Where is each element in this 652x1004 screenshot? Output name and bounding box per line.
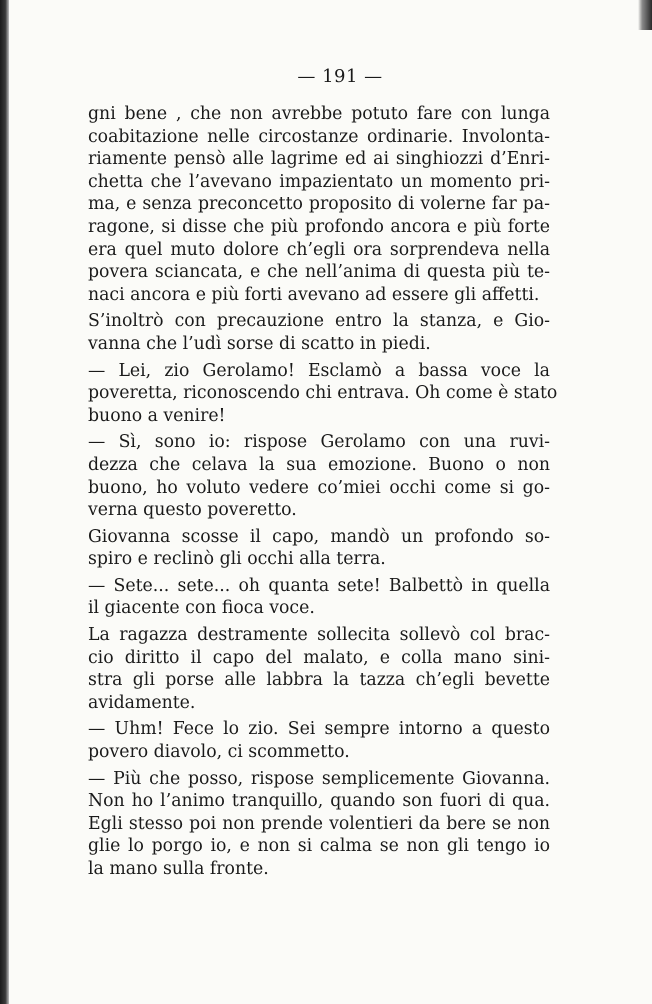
text-line: glie lo porgo io, e non si calma se non gli tengo io (88, 836, 550, 857)
page-number: — 191 — (297, 66, 383, 87)
text-line: naci ancora e più forti avevano ad essere gli affetti. (88, 284, 540, 305)
body-text (88, 103, 558, 881)
text-line: buono, ho voluto vedere co’miei occhi come si go- (88, 477, 550, 498)
text-line: — Più che posso, rispose semplicemente Giovanna. (88, 768, 550, 789)
paragraph (88, 575, 550, 620)
text-line: — Lei, zio Gerolamo! Esclamò a bassa voce la (88, 360, 550, 381)
text-line: chetta che l’avevano impazientato un momento pri- (88, 171, 550, 192)
text-line: La ragazza destramente sollecita sollevò col brac- (88, 625, 550, 646)
page-corner-shadow (638, 0, 652, 30)
text-line: povero diavolo, ci scommetto. (88, 742, 350, 763)
text-line: S’inoltrò con precauzione entro la stanza, e Gio- (88, 311, 550, 332)
text-line: povera sciancata, e che nell’anima di questa più te- (88, 262, 550, 283)
text-line: gni bene , che non avrebbe potuto fare con lunga (88, 104, 550, 124)
text-line: Non ho l’animo tranquillo, quando son fuori di qua. (88, 791, 550, 812)
text-line: ma, e senza preconcetto proposito di volerne far pa- (88, 194, 550, 215)
text-line: Egli stesso poi non prende volentieri da bere se non (88, 813, 550, 834)
text-line: poveretta, riconoscendo chi entrava. Oh come è stato (88, 383, 558, 404)
text-line: il giacente con fioca voce. (88, 598, 315, 619)
text-line: dezza che celava la sua emozione. Buono o non (88, 454, 550, 475)
text-line: cio diritto il capo del malato, e colla mano sini- (88, 647, 550, 668)
text-line: — Sete... sete... oh quanta sete! Balbettò in quella (88, 575, 550, 596)
text-line: — Uhm! Fece lo zio. Sei sempre intorno a questo (88, 719, 550, 740)
text-line: — Sì, sono io: rispose Gerolamo con una ruvi- (88, 432, 550, 453)
text-line: buono a venire! (88, 405, 226, 426)
text-line: stra gli porse alle labbra la tazza ch’egli bevette (88, 670, 550, 691)
text-line: Giovanna scosse il capo, mandò un profondo so- (88, 526, 550, 547)
text-line: spiro e reclinò gli occhi alla terra. (88, 549, 386, 570)
text-line: vanna che l’udì sorse di scatto in piedi. (88, 333, 431, 354)
text-line: coabitazione nelle circostanze ordinarie. Involonta- (88, 126, 550, 147)
text-line: la mano sulla fronte. (88, 859, 269, 879)
text-line: verna questo poveretto. (88, 500, 297, 521)
text-line: era quel muto dolore ch’egli ora sorprendeva nella (88, 239, 550, 260)
paragraph (88, 310, 550, 355)
text-line: ragone, si disse che più profondo ancora e più forte (88, 216, 550, 237)
paragraph (88, 431, 550, 521)
paragraph (88, 768, 550, 881)
paragraph (88, 624, 550, 714)
text-line: riamente pensò alle lagrime ed ai singhiozzi d’Enri- (88, 149, 550, 170)
paragraph (88, 103, 550, 306)
paragraph (88, 360, 558, 428)
text-line: avidamente. (88, 692, 196, 713)
paragraph (88, 718, 550, 763)
book-spine-edge (0, 0, 9, 1004)
paragraph (88, 526, 550, 571)
